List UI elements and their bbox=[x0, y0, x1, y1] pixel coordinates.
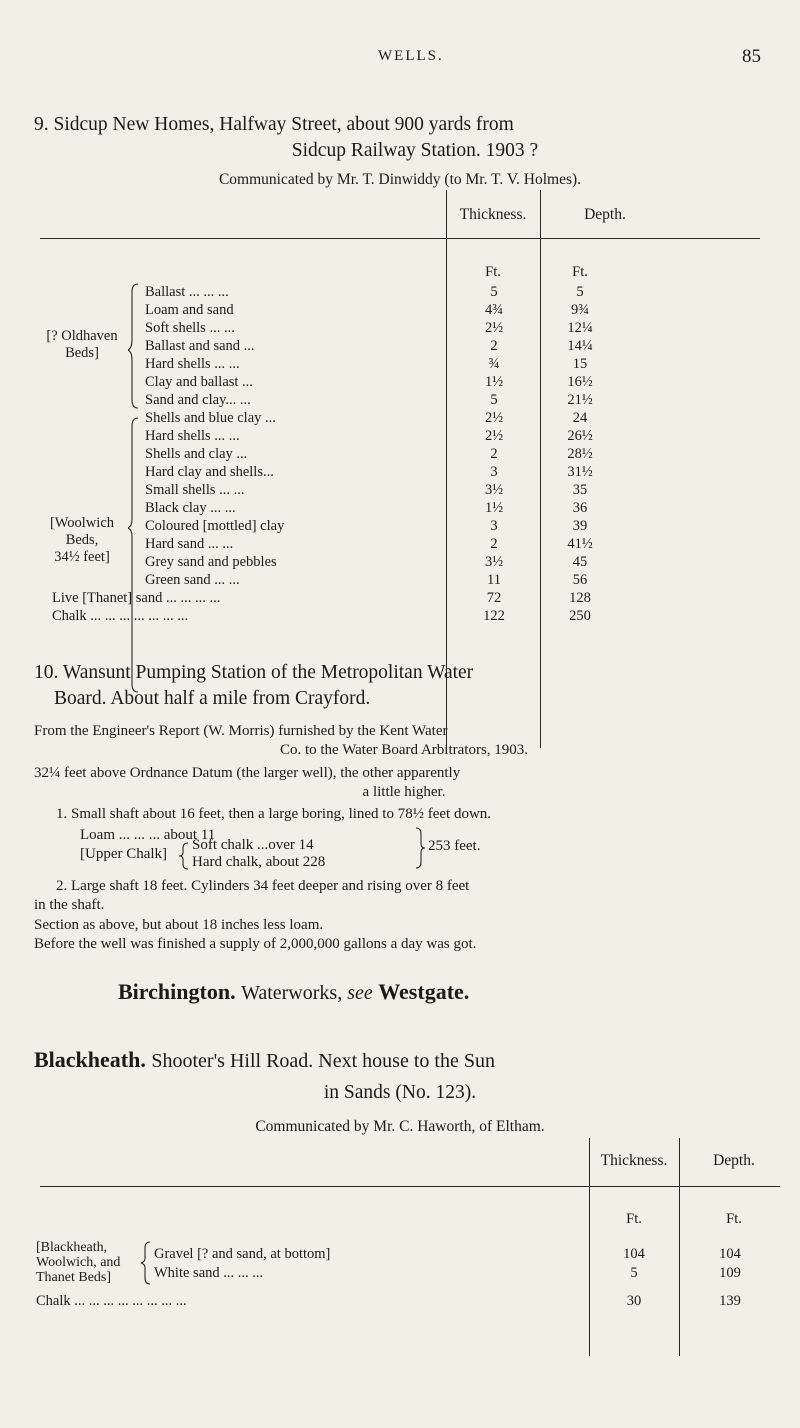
westgate-ref: Westgate. bbox=[378, 979, 470, 1004]
group-blackheath: [Blackheath, Woolwich, and Thanet Beds] bbox=[36, 1240, 121, 1285]
sidcup-title bbox=[34, 112, 774, 164]
upper-chalk-label: [Upper Chalk] bbox=[80, 846, 168, 862]
table-divider bbox=[679, 1138, 680, 1356]
supply-note: Before the well was finished a supply of 2,000,000 gallons a day was got. bbox=[34, 936, 477, 952]
sidcup-title-line1: 9. Sidcup New Homes, Halfway Street, about 900 yards from bbox=[34, 114, 514, 135]
section-note: Section as above, but about 18 inches less loam. bbox=[34, 917, 324, 933]
wansunt-item1: 1. Small shaft about 16 feet, then a large boring, lined to 78½ feet down. bbox=[56, 806, 492, 822]
table-header-rule bbox=[40, 1186, 780, 1187]
table-header-rule bbox=[40, 238, 760, 239]
brace-oldhaven bbox=[128, 284, 138, 408]
sidcup-title-line2: Sidcup Railway Station. 1903 ? bbox=[291, 140, 539, 161]
brace-blackheath bbox=[140, 1240, 152, 1286]
blackheath-name: Blackheath. bbox=[34, 1047, 146, 1072]
running-header bbox=[0, 48, 800, 70]
total-depth: 253 feet. bbox=[428, 838, 481, 854]
page-number: 85 bbox=[742, 46, 761, 67]
blackheath-entry bbox=[34, 1047, 779, 1073]
brace-woolwich bbox=[128, 418, 138, 692]
wansunt-title-line2: Board. About half a mile from Crayford. bbox=[54, 688, 371, 709]
wansunt-source: From the Engineer's Report (W. Morris) furnished by the Kent Water Co. to the Water Board Arbitrators, 1903. bbox=[34, 723, 529, 758]
blackheath-title-line2: in Sands (No. 123). bbox=[323, 1082, 477, 1103]
running-title: WELLS. bbox=[378, 48, 444, 64]
col-depth: Depth. bbox=[584, 206, 626, 223]
loam-row: Loam ... ... ... about 11 bbox=[80, 827, 216, 843]
brace-marks bbox=[128, 280, 142, 700]
col-depth: Depth. bbox=[713, 1152, 755, 1169]
group-woolwich: [Woolwich Beds, 34½ feet] bbox=[49, 515, 115, 565]
col-thickness: Thickness. bbox=[459, 206, 527, 223]
group-oldhaven: [? Oldhaven Beds] bbox=[46, 328, 118, 361]
table-divider bbox=[589, 1138, 590, 1356]
unit-thickness: Ft. bbox=[485, 264, 501, 280]
blackheath-communicated: Communicated by Mr. C. Haworth, of Eltham. bbox=[255, 1118, 545, 1135]
unit-depth: Ft. bbox=[572, 264, 588, 280]
col-thickness: Thickness. bbox=[600, 1152, 668, 1169]
hard-chalk-row: Hard chalk, about 228 bbox=[192, 854, 326, 870]
brace-chalk bbox=[178, 841, 190, 871]
birchington-name: Birchington. bbox=[118, 979, 236, 1004]
wansunt-datum: 32¼ feet above Ordnance Datum (the larger well), the other apparently a little higher. bbox=[34, 765, 461, 800]
wansunt-title bbox=[34, 660, 774, 712]
soft-chalk-row: Soft chalk ...over 14 bbox=[192, 837, 314, 853]
unit-depth: Ft. bbox=[726, 1211, 742, 1227]
unit-thickness: Ft. bbox=[626, 1211, 642, 1227]
birchington-entry: Birchington. Waterworks, see Westgate. bbox=[118, 979, 470, 1004]
brace-total bbox=[414, 826, 426, 870]
wansunt-item2: 2. Large shaft 18 feet. Cylinders 34 feet deeper and rising over 8 feet in the shaft. bbox=[34, 878, 470, 913]
blackheath-title-line1: Shooter's Hill Road. Next house to the Sun bbox=[151, 1050, 495, 1072]
wansunt-title-line1: 10. Wansunt Pumping Station of the Metropolitan Water bbox=[34, 662, 474, 683]
sidcup-communicated: Communicated by Mr. T. Dinwiddy (to Mr. T. V. Holmes). bbox=[218, 171, 582, 188]
